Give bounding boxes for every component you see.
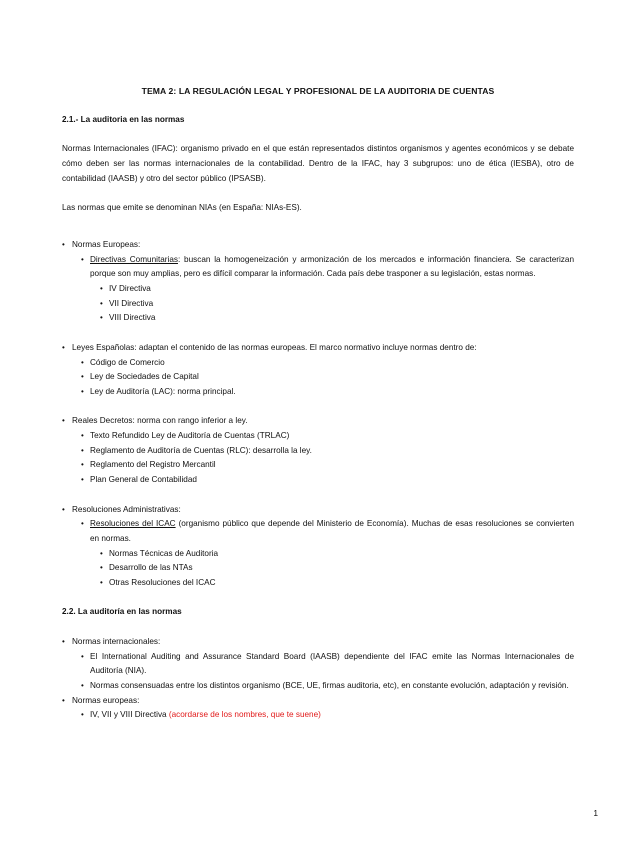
bullet-icon: • (81, 386, 84, 396)
list-item-reales-decretos: • Reales Decretos: norma con rango inferior a ley. • Texto Refundido Ley de Auditoría de Cuentas (TRLAC) • Reglamento de Auditoría de Cuentas (RLC): desarrolla la ley. • Reglamento del Registro Mercantil • Plan General de Contabilidad (62, 414, 574, 488)
list-item: • Plan General de Contabilidad (81, 473, 574, 488)
list-item: • El International Auditing and Assurance Standard Board (IAASB) dependiente del IFAC emite las Normas Internacionales de Auditoría (NIA). (81, 651, 574, 676)
list-item-resoluciones: • Resoluciones Administrativas: • Resoluciones del ICAC (organismo público que depende del Ministerio de Economía). Muchas de esas resoluciones se convierten en normas. • Normas Técnicas de Auditoria • Desarrollo de las NTAs • Otras Resoluciones del ICAC (62, 503, 574, 591)
bullet-icon: • (62, 342, 65, 352)
list-item-normas-europeas-2: • Normas europeas: • IV, VII y VIII Directiva (acordarse de los nombres, que te suene) (62, 694, 574, 723)
bullet-icon: • (81, 475, 84, 485)
list-item: • Normas consensuadas entre los distintos organismo (BCE, UE, firmas auditoria, etc), en constante evolución, adaptación y revisión. (81, 679, 574, 694)
list-item: • Reglamento del Registro Mercantil (81, 458, 574, 473)
bullet-icon: • (100, 578, 103, 588)
bullet-icon: • (100, 313, 103, 323)
section-heading-2-1: 2.1.- La auditoria en las normas (62, 115, 185, 124)
list-item-normas-internacionales: • Normas internacionales: • El International Auditing and Assurance Standard Board (IAASB) dependiente del IFAC emite las Normas Internacionales de Auditoría (NIA). • Normas consensuadas entre los distintos organismo (BCE, UE, firmas auditoria, etc), en constante evolución, adaptación y revisión. (62, 635, 574, 694)
list-item-directivas: • Directivas Comunitarias: buscan la homogeneización y armonización de los mercados e información financiera. Se caracterizan porque son muy amplias, pero es difícil comparar la información. Cada país debe trasponer a su legislación, estas normas. • IV Directiva • VII Directiva • VIII Directiva (81, 253, 574, 327)
bullet-icon: • (62, 695, 65, 705)
icac-term: Resoluciones del ICAC (90, 519, 176, 529)
red-note: (acordarse de los nombres, que te suene) (168, 710, 321, 720)
list-item: • IV, VII y VIII Directiva (acordarse de los nombres, que te suene) (81, 708, 574, 723)
list-item: • Código de Comercio (81, 356, 574, 371)
list-item: • Otras Resoluciones del ICAC (100, 576, 574, 591)
section-heading-2-2: 2.2. La auditoría en las normas (62, 607, 182, 617)
list-item: • Texto Refundido Ley de Auditoría de Cuentas (TRLAC) (81, 429, 574, 444)
list-item: • Desarrollo de las NTAs (100, 561, 574, 576)
list-item: • Ley de Auditoría (LAC): norma principal. (81, 385, 574, 400)
bullet-icon: • (100, 298, 103, 308)
list-normas (62, 238, 574, 326)
bullet-icon: • (81, 445, 84, 455)
list-item: • VIII Directiva (100, 311, 574, 326)
bullet-icon: • (81, 680, 84, 690)
bullet-icon: • (81, 651, 84, 661)
list-item: • Normas Técnicas de Auditoria (100, 547, 574, 562)
list-item: • IV Directiva (100, 282, 574, 297)
bullet-icon: • (62, 416, 65, 426)
list-item-leyes-espanolas: • Leyes Españolas: adaptan el contenido de las normas europeas. El marco normativo incluye normas dentro de: • Código de Comercio • Ley de Sociedades de Capital • Ley de Auditoría (LAC): norma principal. (62, 341, 574, 400)
bullet-icon: • (81, 357, 84, 367)
list-item-icac: • Resoluciones del ICAC (organismo público que depende del Ministerio de Economía). Muchas de esas resoluciones se convierten en normas. • Normas Técnicas de Auditoria • Desarrollo de las NTAs • Otras Resoluciones del ICAC (81, 517, 574, 591)
bullet-icon: • (81, 372, 84, 382)
bullet-icon: • (62, 239, 65, 249)
bullet-icon: • (81, 431, 84, 440)
paragraph-ifac: Normas Internacionales (IFAC): organismo privado en el que están representados distintos organismos y agentes económicos y se debate cómo deben ser las normas internacionales de la contabilidad. Dentro de la IFAC, hay 3 subgrupos: uno de ética (IESBA), otro de contabilidad (IAASB) y otro del sector público (IPSASB). (62, 144, 574, 183)
bullet-icon: • (100, 284, 103, 293)
list-item: • VII Directiva (100, 297, 574, 312)
bullet-icon: • (62, 504, 65, 514)
list-item: • Reglamento de Auditoría de Cuentas (RLC): desarrolla la ley. (81, 444, 574, 459)
bullet-icon: • (81, 710, 84, 720)
bullet-icon: • (62, 636, 65, 646)
page-number: 1 (593, 808, 598, 818)
document-body (62, 113, 574, 723)
bullet-icon: • (81, 254, 84, 264)
list-item-normas-europeas: • Normas Europeas: • Directivas Comunitarias: buscan la homogeneización y armonización de los mercados e información financiera. Se caracterizan porque son muy amplias, pero es difícil comparar la información. Cada país debe trasponer a su legislación, estas normas. • IV Directiva • VII Directiva • VIII Directiva (62, 238, 574, 326)
bullet-icon: • (81, 460, 84, 470)
directivas-term: Directivas Comunitarias (90, 254, 178, 264)
bullet-icon: • (81, 519, 84, 529)
document-title: TEMA 2: LA REGULACIÓN LEGAL Y PROFESIONAL DE LA AUDITORIA DE CUENTAS (141, 86, 495, 96)
list-item: • Ley de Sociedades de Capital (81, 370, 574, 385)
paragraph-nias: Las normas que emite se denominan NIAs (en España: NIAs-ES). (62, 203, 302, 213)
bullet-icon: • (100, 548, 103, 558)
bullet-icon: • (100, 563, 103, 573)
